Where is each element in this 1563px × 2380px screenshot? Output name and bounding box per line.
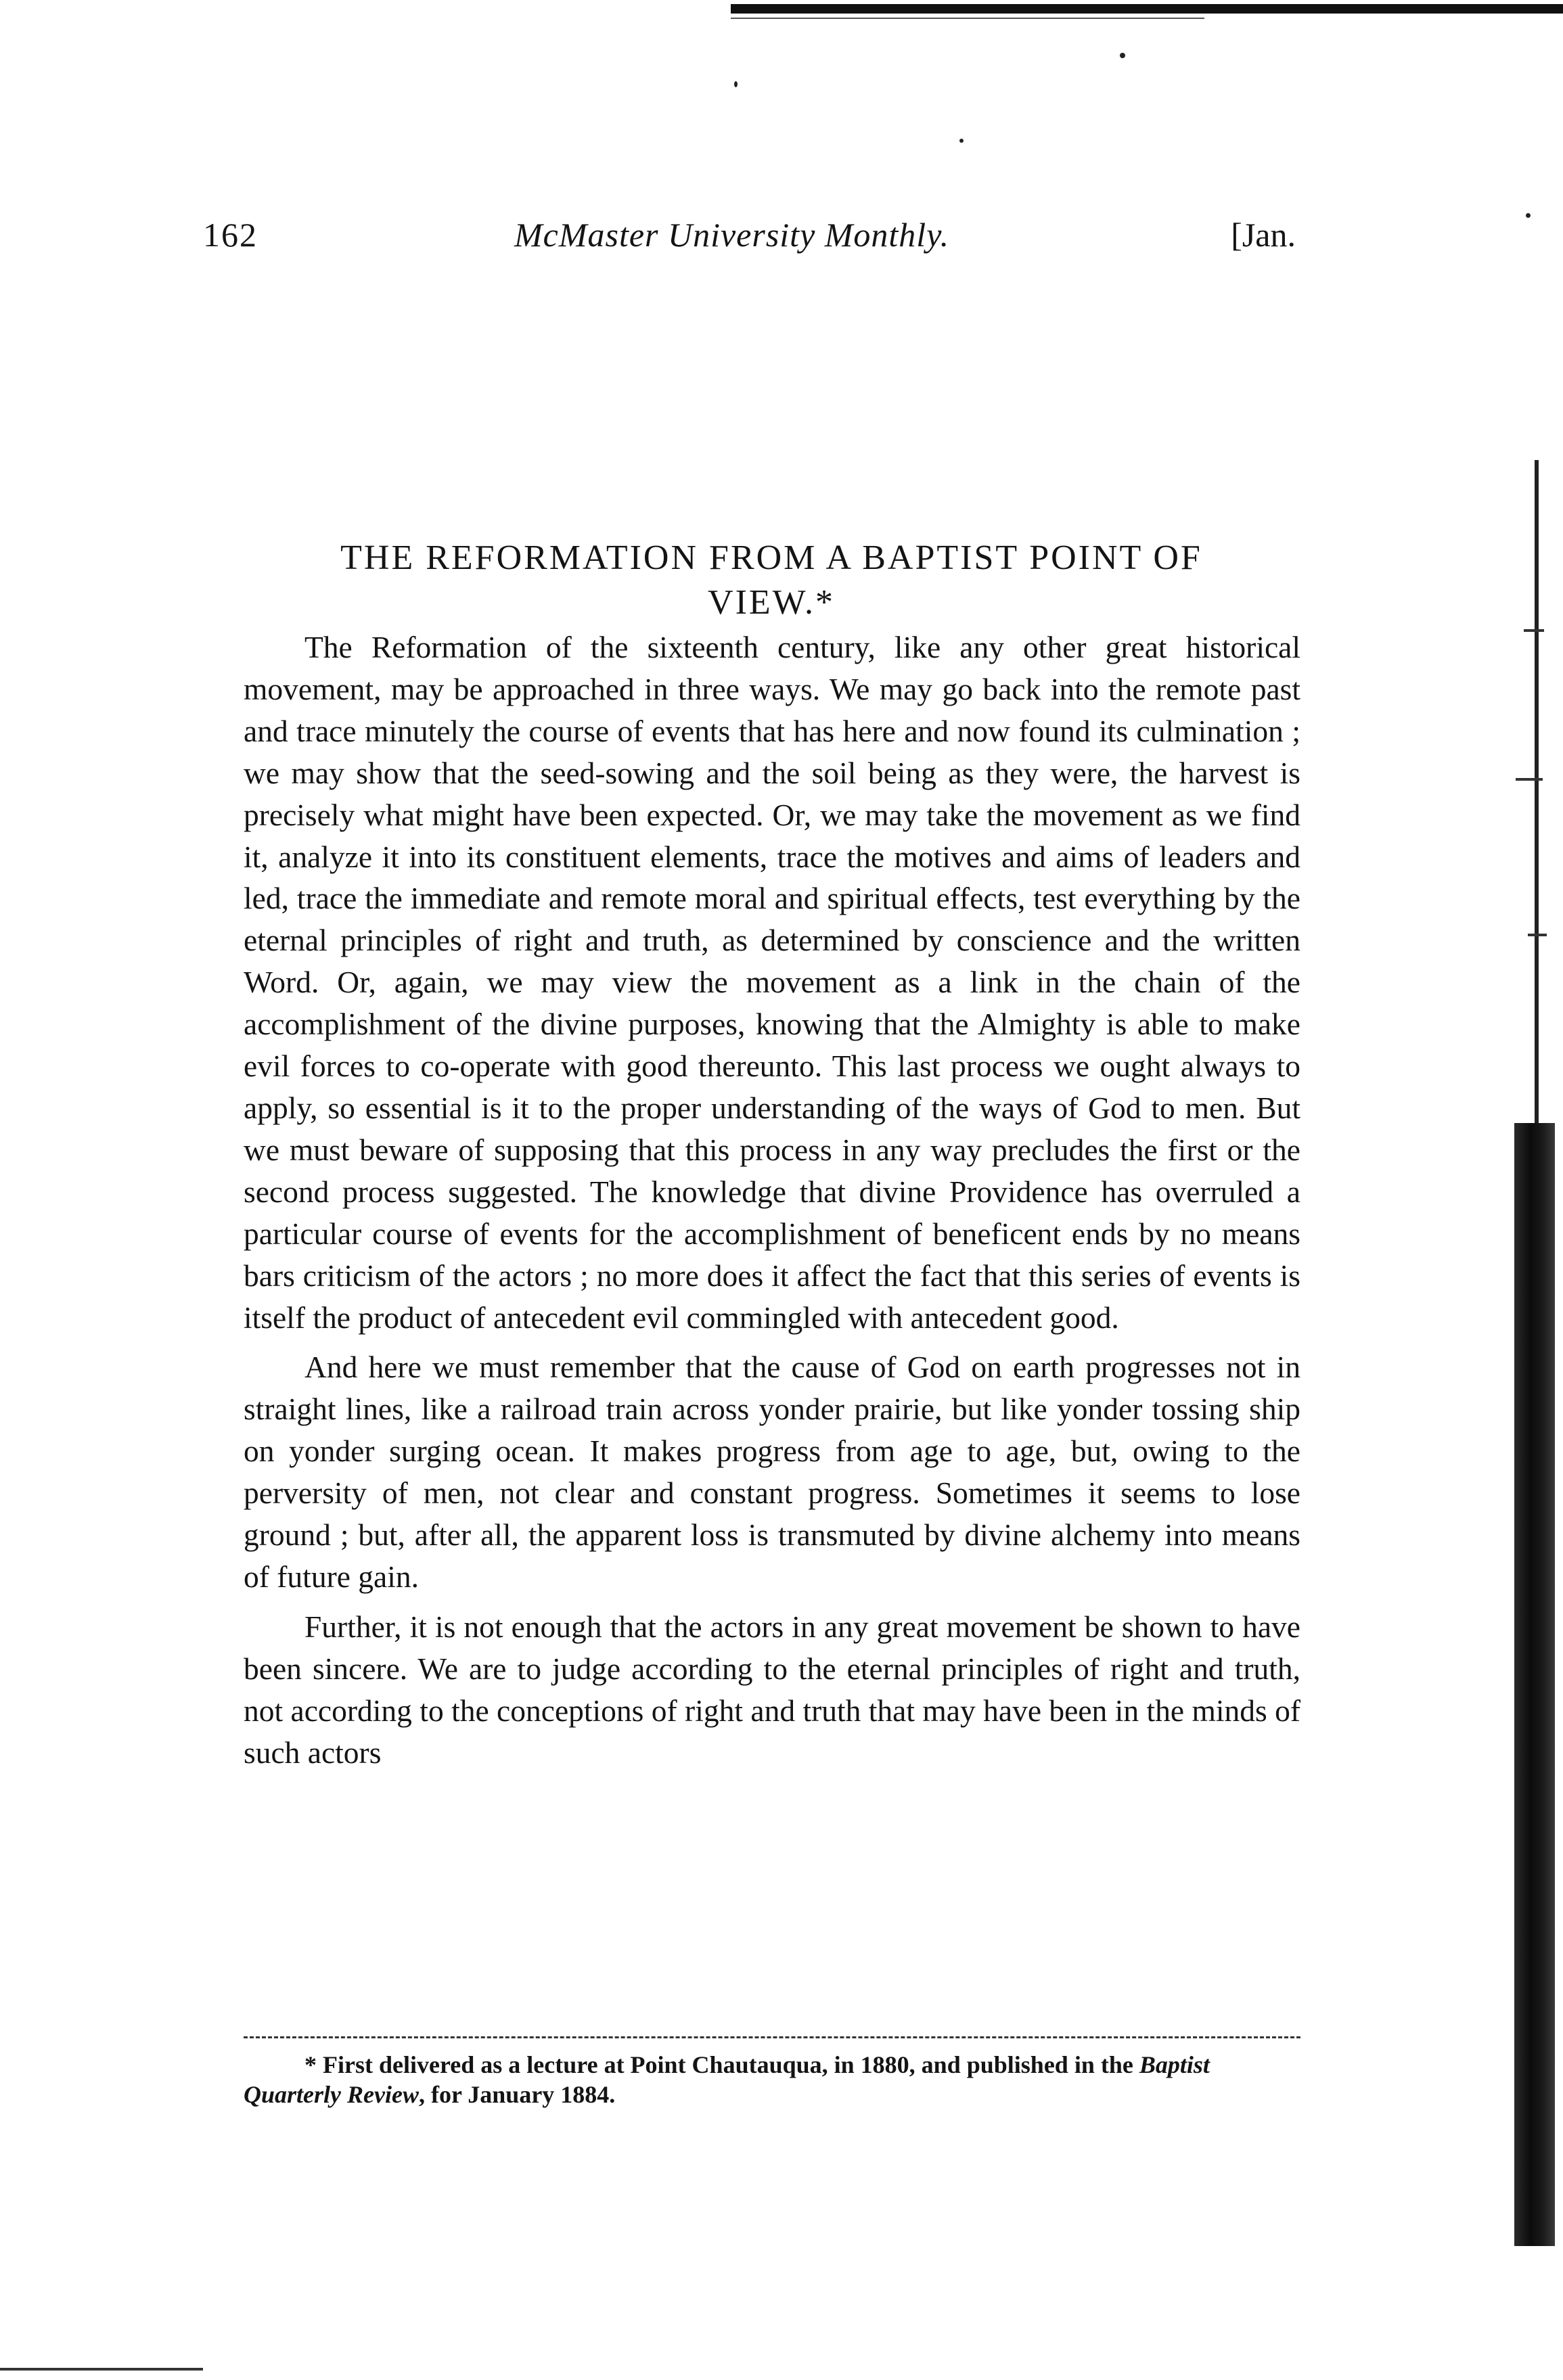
paragraph: And here we must remember that the cause of God on earth progresses not in straight lines, like a railroad train across yonder prairie, but like yonder tossing ship on yonder surging ocean. It makes progress from age to age, but, owing to the perversity of men, not clear and constant progress. Sometimes it seems to lose ground ; but, after all, the apparent loss is transmuted by divine alchemy into means of future gain. [244,1350,1300,1594]
scan-speck [734,81,738,87]
scan-speck [959,139,964,143]
running-title: McMaster University Monthly. [514,216,950,254]
binding-edge-tick [1516,778,1543,781]
top-scan-rule-thin [731,18,1204,19]
paragraph: The Reformation of the sixteenth century, like any other great historical movement, may be approached in three ways. We may go back into the remote past and trace minutely the course of events that has here and now found its culmination ; we may show that the seed-sowing and the soil being as they were, the harvest is precisely what might have been expected. Or, we may take the movement as we find it, analyze it into its constituent elements, trace the motives and aims of leaders and led, trace the immediate and remote moral and spiritual effects, test everything by the eternal principles of right and truth, as determined by conscience and the written Word. Or, again, we may view the movement as a link in the chain of the accomplishment of the divine purposes, knowing that the Almighty is able to make evil forces to co-operate with good thereunto. This last process we ought always to apply, so essential is it to the proper understanding of the ways of God to men. But we must beware of supposing that this process in any way precludes the first or the second process suggested. The knowledge that divine Providence has overruled a particular course of events for the accomplishment of beneficent ends by no means bars criticism of the actors ; no more does it affect the fact that this series of events is itself the product of antecedent evil commingled with antecedent good. [244,630,1300,1335]
bottom-scan-rule [0,2368,203,2371]
top-scan-rule [731,4,1563,14]
article-body [244,626,1300,1781]
footnote-journal: Baptist Quarterly Review [244,2051,1210,2108]
article-title-line-2: VIEW.* [708,582,835,622]
paragraph: Further, it is not enough that the actors in any great movement be shown to have been sincere. We are to judge according to the eternal principles of right and truth, not according to the conceptions of right and truth that may have been in the minds of such actors [244,1609,1300,1770]
binding-edge-tick [1528,934,1547,936]
issue-date: [Jan. [1231,216,1296,254]
scan-speck [1120,53,1125,58]
footnote-text: * First delivered as a lecture at Point Chautauqua, in 1880, and published in the [304,2051,1139,2078]
footnote [244,2050,1300,2109]
binding-edge-tick [1524,629,1544,632]
page-number: 162 [203,216,258,254]
scan-speck [1526,213,1531,218]
footnote-text-end: , for January 1884. [418,2081,616,2108]
binding-edge-line [1535,460,1539,1123]
footnote-divider [244,2036,1300,2038]
article-title-line-1: THE REFORMATION FROM A BAPTIST POINT OF [340,538,1202,577]
binding-edge-shadow [1514,1123,1555,2246]
article-title [257,536,1286,625]
page-header [203,215,1296,269]
